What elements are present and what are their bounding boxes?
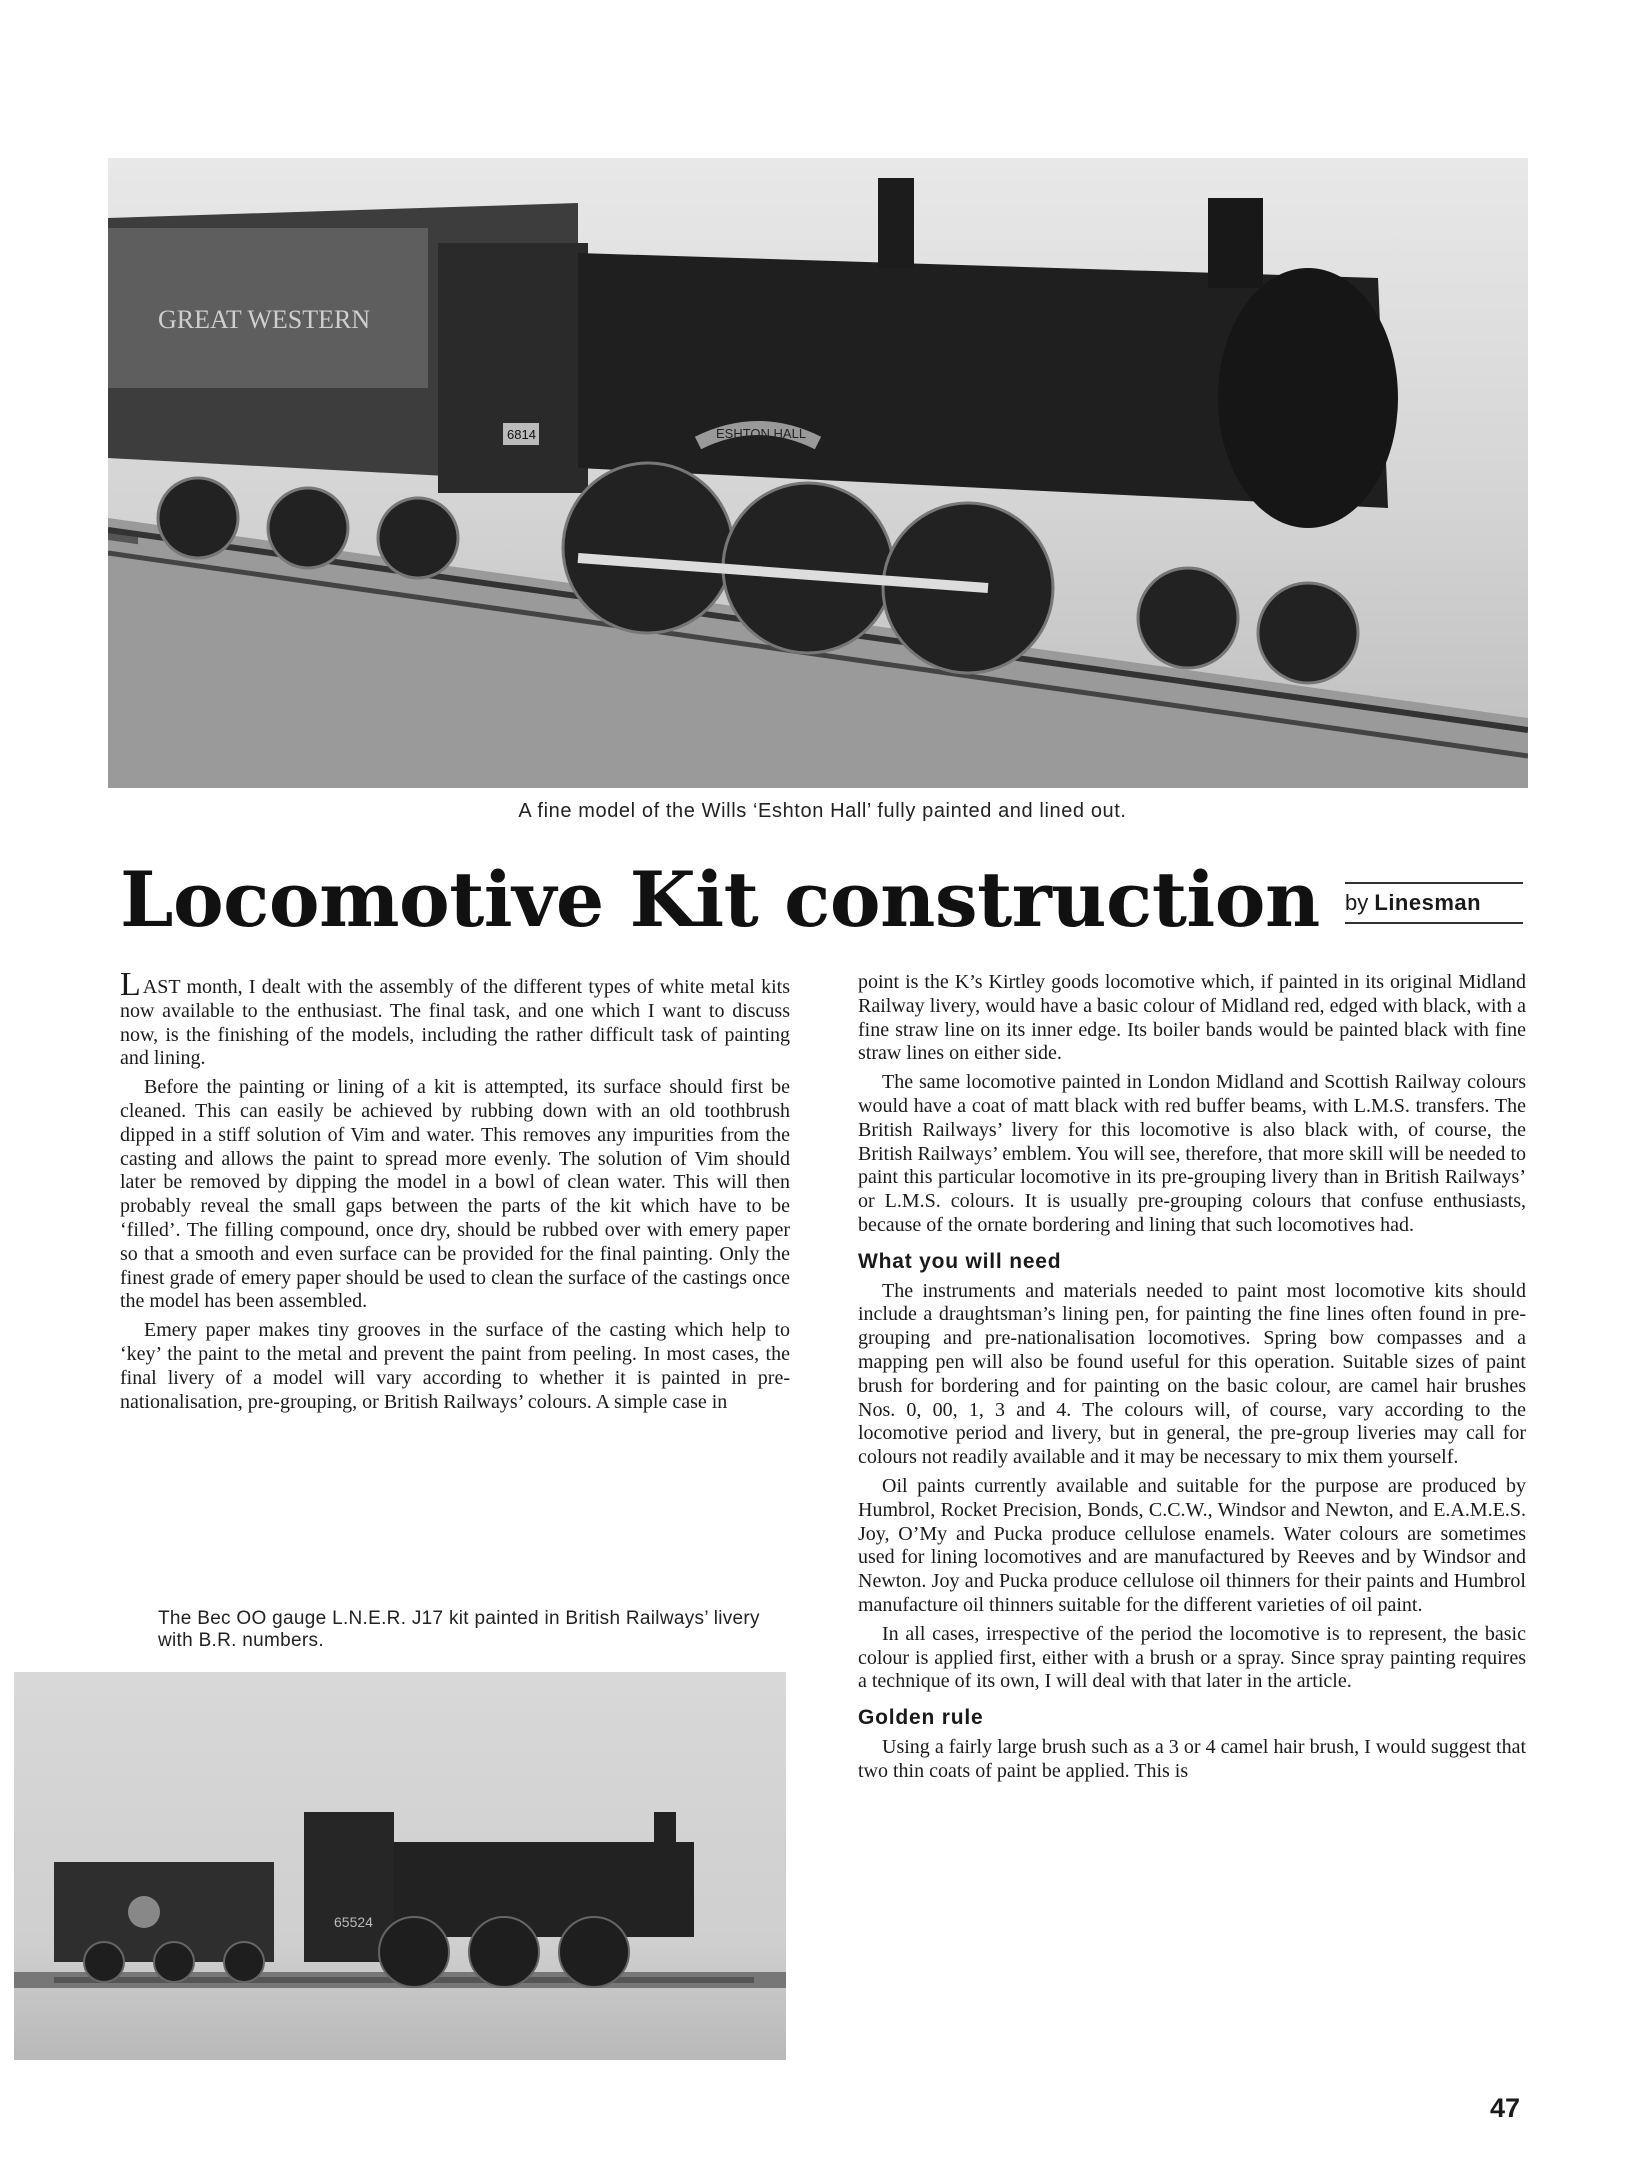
paragraph: Before the painting or lining of a kit is attempted, its surface should first be cleaned. This can easily be achieved by rubbing down with an old toothbrush dipped in a stiff solution of Vim and water. This removes any impurities from the casting and allows the paint to spread more evenly. The solution of Vim should later be removed by dipping the model in a bowl of clean water. This will then probably reveal the small gaps between the parts of the kit which have to be ‘filled’. The filling compound, once dry, should be rubbed over with emery paper so that a smooth and even surface can be provided for the final painting. Only the finest grade of emery paper should be used to clean the surface of the castings once the model has been assembled. [120,1076,790,1313]
paragraph: The same locomotive painted in London Midland and Scottish Railway colours would have a coat of matt black with red buffer beams, with L.M.S. transfers. The British Railways’ livery for this locomotive is also black with, of course, the British Railways’ emblem. You will see, therefore, that more skill will be needed to paint this particular locomotive in its pre-grouping livery than in British Railways’ or L.M.S. colours. It is usually pre-grouping colours that confuse enthusiasts, because of the ornate bordering and lining that such locomotives had. [858,1071,1526,1236]
bottom-cab-number: 65524 [334,1914,373,1930]
section-heading: Golden rule [858,1706,984,1730]
paragraph: Oil paints currently available and suitable for the purpose are produced by Humbrol, Rocket Precision, Bonds, C.C.W., Windsor and Newton, and E.A.M.E.S. Joy, O’My and Pucka produce cellulose enamels. Water colours are sometimes used for lining locomotives and are manufactured by Reeves and by Windsor and Newton. Joy and Pucka produce cellulose oil thinners for their paints and Humbrol manufacture oil thinners suitable for the different varieties of oil paint. [858,1474,1526,1616]
paragraph: The instruments and materials needed to paint most locomotive kits should include a draughtsman’s lining pen, for painting the fine lines often found in pre-grouping and pre-nationalisation locomotives. Spring bow compasses and a mapping pen will also be found useful for this operation. Suitable sizes of paint brush for bordering and for painting on the basic colour, are camel hair brushes Nos. 0, 00, 1, 3 and 4. The colours will, of course, vary according to the locomotive period and livery, but in general, the pre-group liveries may call for colours not readily available and it may be necessary to mix them yourself. [858,1279,1526,1469]
left-column [120,966,790,1419]
article-title: Locomotive Kit construction [120,855,1320,944]
byline-by: by [1345,890,1369,915]
top-photo [108,158,1528,788]
byline-rule-bottom [1345,922,1523,924]
top-photo-caption: A fine model of the Wills ‘Eshton Hall’ fully painted and lined out. [518,800,1127,822]
hall-locomotive-illustration [108,158,1528,788]
section-heading: What you will need [858,1249,1062,1273]
paragraph: Emery paper makes tiny grooves in the surface of the casting which help to ‘key’ the paint to the metal and prevent the paint from peeling. In most cases, the final livery of a model will vary according to whether it is painted in pre-nationalisation, pre-grouping, or British Railways’ colours. A simple case in [120,1319,790,1413]
byline [1345,876,1523,930]
right-column [858,971,1526,1789]
byline-author: Linesman [1374,890,1482,915]
paragraph: In all cases, irrespective of the period the locomotive is to represent, the basic colour is applied first, either with a brush or a spray. Since spray painting requires a technique of its own, I will deal with that later in the article. [858,1622,1526,1693]
page-number: 47 [1490,2093,1521,2123]
paragraph: Using a fairly large brush such as a 3 or 4 camel hair brush, I would suggest that two thin coats of paint be applied. This is [858,1735,1526,1782]
byline-rule-top [1345,882,1523,884]
tender-lettering: GREAT WESTERN [158,305,371,334]
j17-locomotive-illustration [14,1672,786,2060]
paragraph-text: AST month, I dealt with the assembly of the different types of white metal kits now available to the enthusiast. The final task, and one which I want to discuss now, is the finishing of the models, including the rather difficult task of painting and lining. [120,976,790,1070]
paragraph [120,966,790,1071]
bottom-photo-caption: The Bec OO gauge L.N.E.R. J17 kit painted in British Railways’ livery with B.R. numbers. [158,1608,760,1651]
drop-cap: L [120,966,141,1003]
bottom-photo [14,1672,786,2060]
paragraph: point is the K’s Kirtley goods locomotive which, if painted in its original Midland Railway livery, would have a basic colour of Midland red, edged with black, with a fine straw line on its inner edge. Its boiler bands would be painted black with fine straw lines on either side. [858,971,1526,1065]
nameplate: ESHTON HALL [716,426,807,441]
cab-number: 6814 [507,427,536,442]
